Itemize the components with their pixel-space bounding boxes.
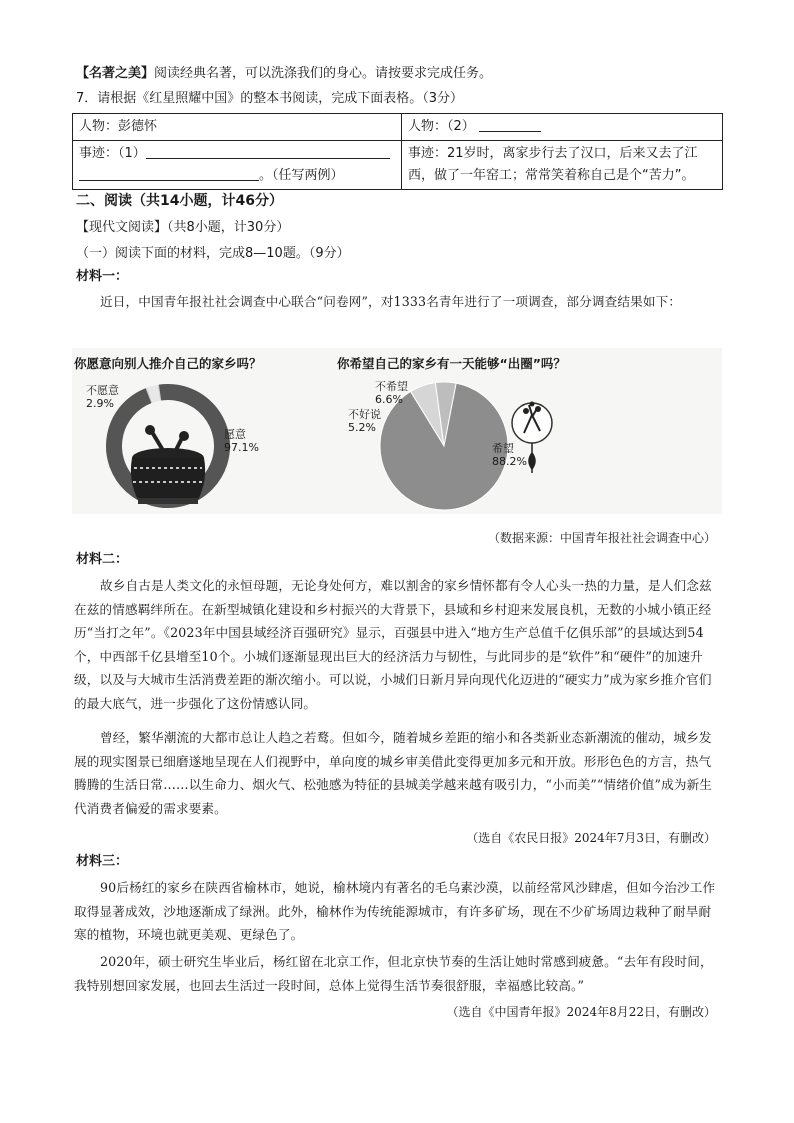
deeds-1-blank-b[interactable] xyxy=(79,166,259,181)
famous-books-intro: 阅读经典名著，可以洗涤我们的身心。请按要求完成任务。 xyxy=(154,66,493,81)
chart-source: （数据来源：中国青年报社社会调查中心） xyxy=(487,531,716,545)
deeds-2-cell xyxy=(402,141,723,190)
person-1-cell xyxy=(73,114,402,141)
deeds-1-blank-a[interactable] xyxy=(146,144,390,159)
drum-illustration xyxy=(131,425,205,504)
deeds-2-line2: 西，做了一年窑工；常常笑着称自己是个“苦力”。 xyxy=(408,168,695,183)
material-1-text: 近日，中国青年报社社会调查中心联合“问卷网”，对1333名青年进行了一项调查，部分调查结果如下： xyxy=(100,294,682,309)
person-2-label: 人物：（2） xyxy=(408,119,475,134)
material-2-paragraph-1: 故乡自古是人类文化的永恒母题，无论身处何方，难以割舍的家乡情怀都有令人心头一热的力量，是人们念兹在兹的情感羁绊所在。在新型城镇化建设和乡村振兴的大背景下，县域和乡村迎来发展良机，无数的小城小镇正经历“当打之年”。《2023年中国县域经济百强研究》显示，百强县中进入“地方生产总值千亿俱乐部”的县域达到54个，中西部千亿县增至10个。小城们逐渐显现出巨大的经济活力与韧性，与此同步的是“软件”和“硬件”的加速升级，以及与大城市生活消费差距的渐次缩小。可以说，小城们日新月异向现代化迈进的“硬实力”成为家乡推介官们的最大底气，进一步强化了这份情感认同。 xyxy=(74,578,712,711)
chart-1-slice-no xyxy=(149,393,158,396)
chart-2-label-unsure: 不好说 5.2% xyxy=(348,408,381,434)
material-1-label: 材料一： xyxy=(76,269,129,284)
deeds-1-suffix: 。（任写两例） xyxy=(259,168,344,183)
modern-reading-heading: 【现代文阅读】（共8小题，计30分） xyxy=(76,220,290,235)
question-7: 7．请根据《红星照耀中国》的整本书阅读，完成下面表格。（3分） xyxy=(76,91,464,106)
material-3-label: 材料三： xyxy=(76,854,129,869)
deeds-1-cell xyxy=(73,141,402,190)
deeds-1-label: 事迹：（1） xyxy=(79,146,146,161)
famous-books-tag: 【名著之美】 xyxy=(76,66,155,81)
survey-charts xyxy=(72,348,722,514)
person-2-cell xyxy=(402,114,723,141)
chart-2-title: 你希望自己的家乡有一天能够“出圈”吗？ xyxy=(337,356,566,371)
material-3-paragraph-1: 90后杨红的家乡在陕西省榆林市，她说，榆林境内有著名的毛乌素沙漠，以前经常风沙肆虐，但如今治沙工作取得显著成效，沙地逐渐成了绿洲。此外，榆林作为传统能源城市，有许多矿场，现在不少矿场周边栽种了耐旱耐寒的植物，环境也就更美观、更绿色了。 xyxy=(74,880,716,942)
chart-2-label-hope: 希望 88.2% xyxy=(492,442,527,468)
deeds-2-line1: 事迹：21岁时，离家步行去了汉口，后来又去了江 xyxy=(408,146,698,161)
person-2-blank[interactable] xyxy=(479,117,541,132)
person-1-label: 人物：彭德怀 xyxy=(79,119,158,134)
material-2-source: （选自《农民日报》2024年7月3日，有删改） xyxy=(466,831,716,845)
chart-1-label-yes: 愿意 97.1% xyxy=(224,428,259,454)
charts-svg xyxy=(72,348,722,514)
chart-2-label-nohope: 不希望 6.6% xyxy=(375,380,408,406)
famous-books-line xyxy=(76,65,492,83)
subsection-1-heading: （一）阅读下面的材料，完成8—10题。（9分） xyxy=(76,246,350,261)
material-2-label: 材料二： xyxy=(76,552,129,567)
chart-1-label-no: 不愿意 2.9% xyxy=(86,384,119,410)
material-3-source: （选自《中国青年报》2024年8月22日，有删改） xyxy=(446,1005,716,1019)
material-3-paragraph-2: 2020年，硕士研究生毕业后，杨红留在北京工作，但北京快节奏的生活让她时常感到疲惫。“去年有段时间，我特别想回家发展，也回去生活过一段时间，总体上觉得生活节奏很舒服，幸福感比较高。” xyxy=(74,954,713,993)
part2-heading: 二、阅读（共14小题，计46分） xyxy=(76,193,283,209)
question-7-table xyxy=(72,113,723,190)
material-2-paragraph-2: 曾经，繁华潮流的大都市总让人趋之若鹜。但如今，随着城乡差距的缩小和各类新业态新潮流的催动，城乡发展的现实图景已细磨遂地呈现在人们视野中，单向度的城乡审美借此变得更加多元和开放。形形色色的方言，热气腾腾的生活日常……以生命力、烟火气、松弛感为特征的县城美学越来越有吸引力，“小而美”“情绪价值”成为新生代消费者偏爱的需求要素。 xyxy=(74,730,713,816)
chart-1-title: 你愿意向别人推介自己的家乡吗？ xyxy=(74,356,262,371)
